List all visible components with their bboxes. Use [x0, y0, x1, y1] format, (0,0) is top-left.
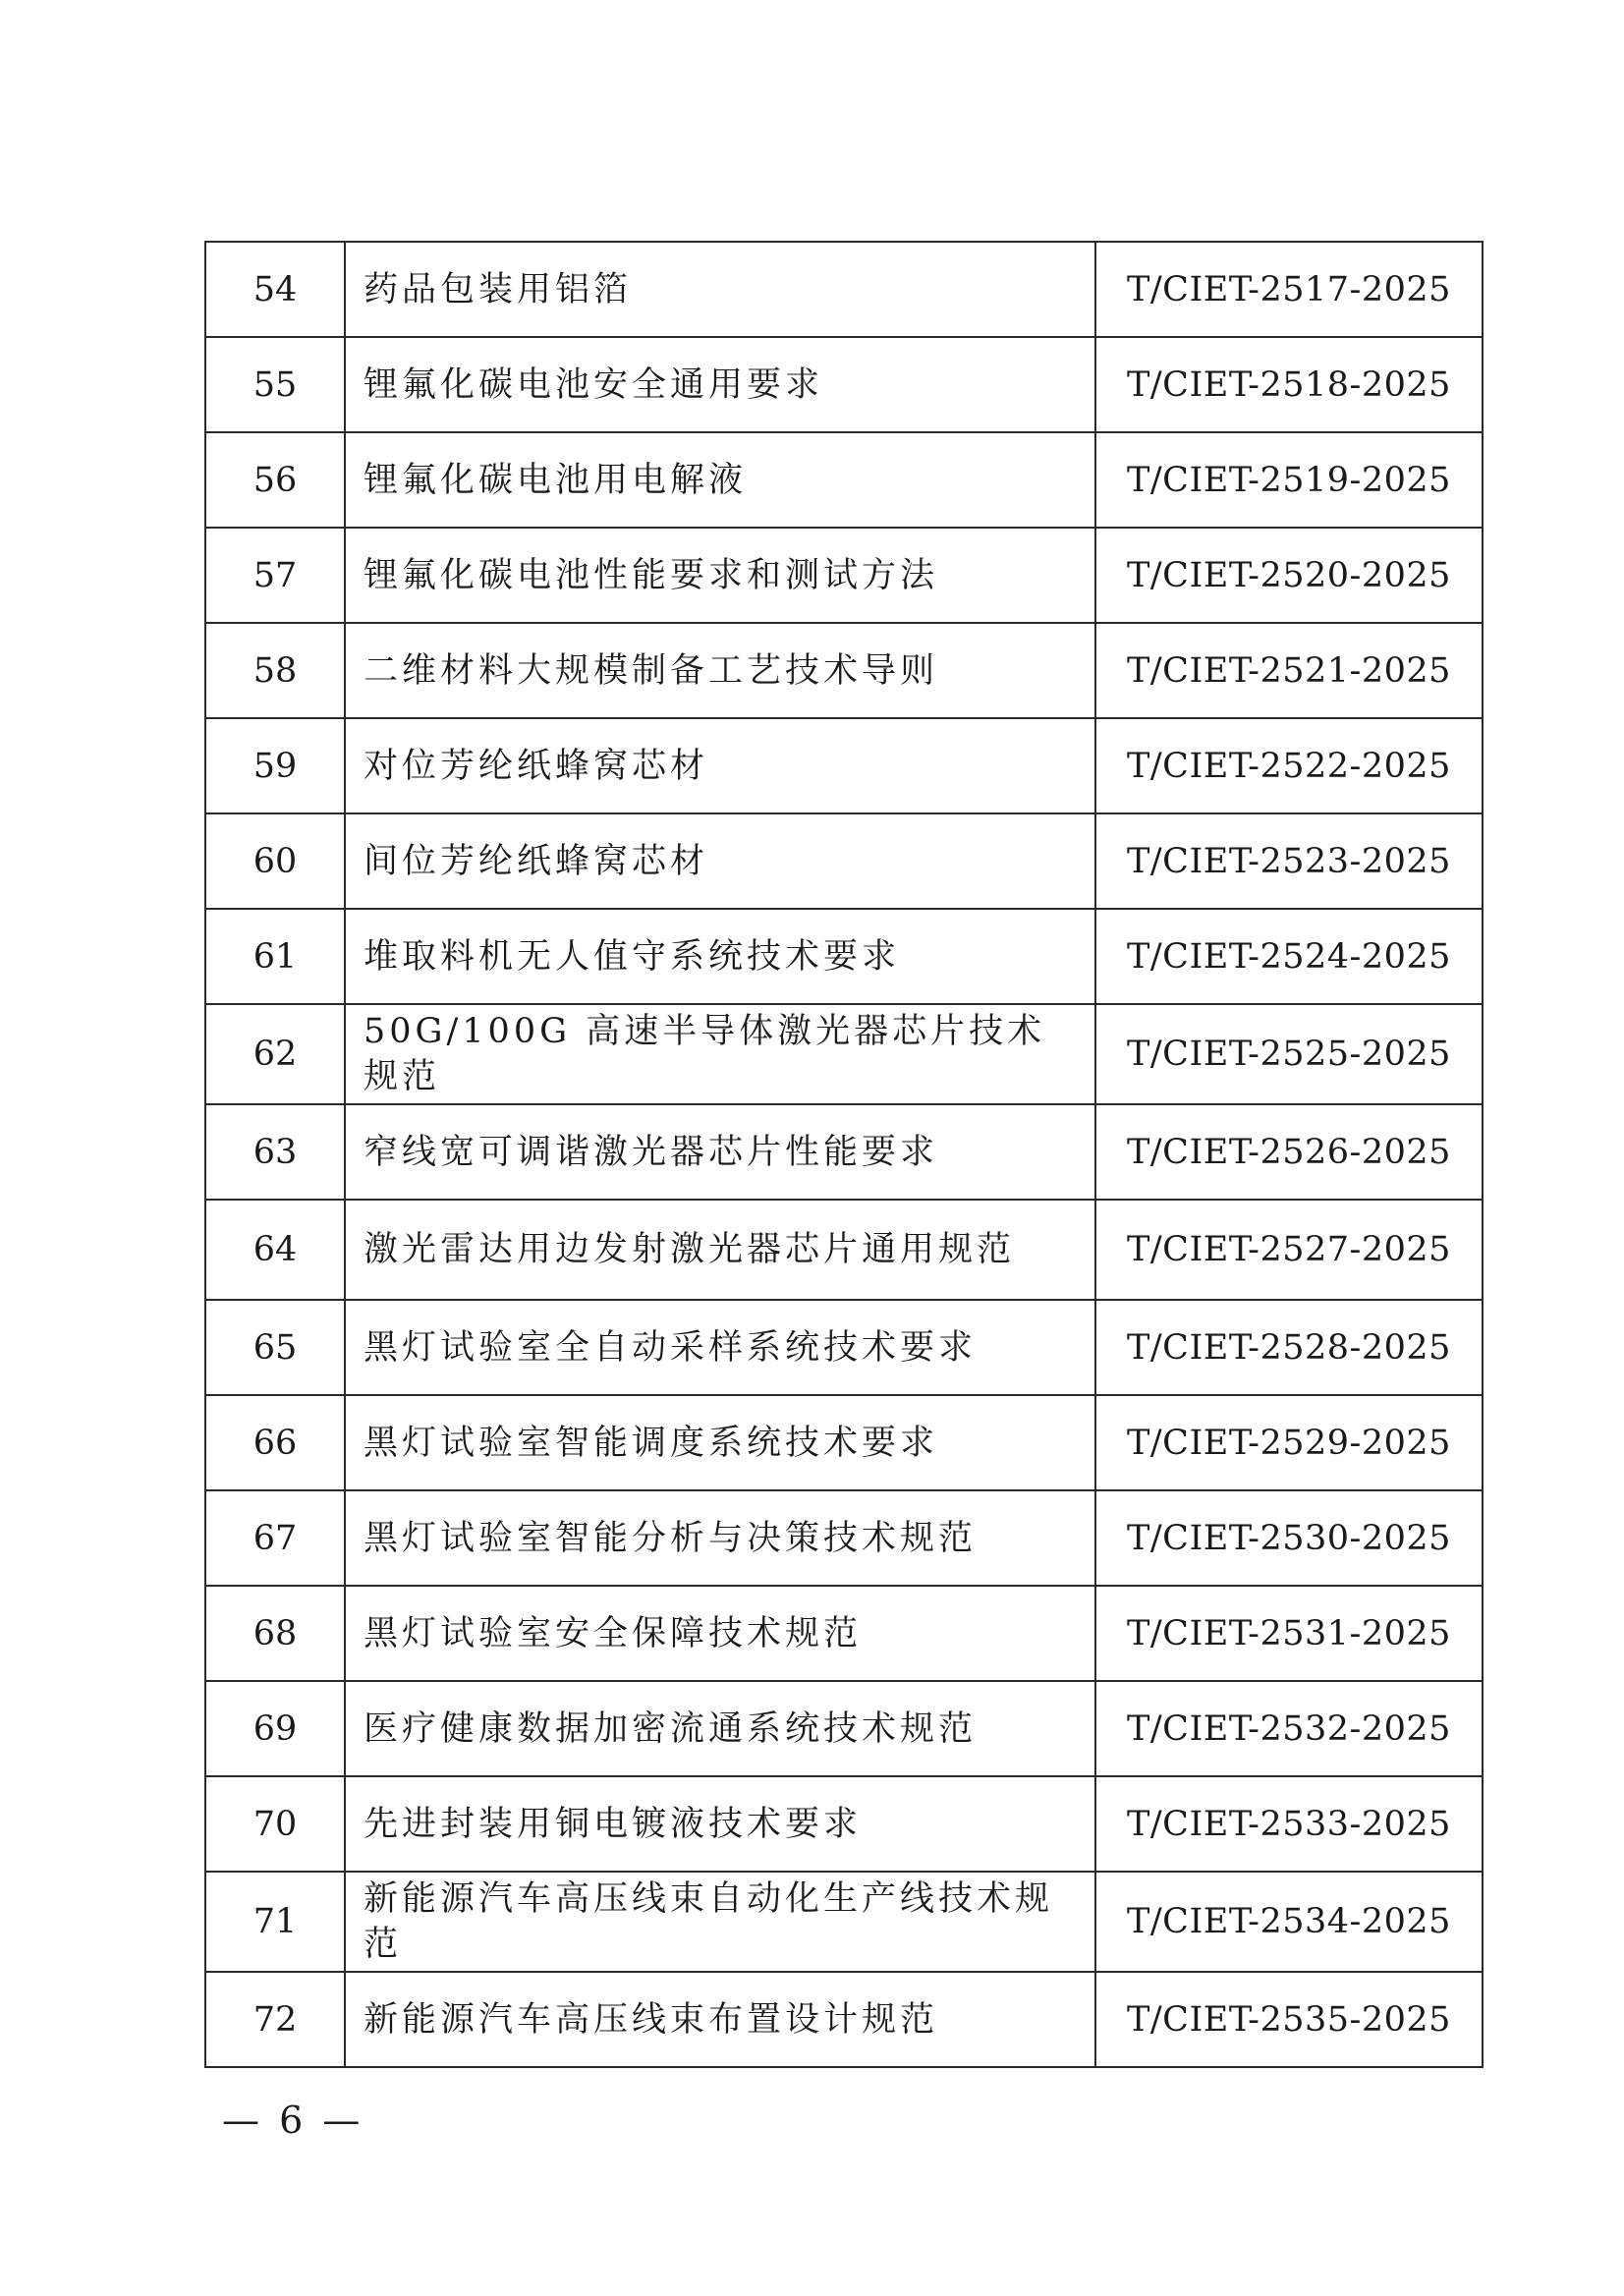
row-number-cell: 64 — [205, 1200, 345, 1300]
row-number-cell: 70 — [205, 1776, 345, 1872]
standard-code-cell: T/CIET-2528-2025 — [1095, 1300, 1483, 1395]
standard-code-cell: T/CIET-2521-2025 — [1095, 623, 1483, 718]
standard-code-cell: T/CIET-2517-2025 — [1095, 242, 1483, 337]
standard-title-cell: 二维材料大规模制备工艺技术导则 — [345, 623, 1095, 718]
table-row — [205, 1200, 1483, 1300]
table-row — [205, 623, 1483, 718]
row-number-cell: 62 — [205, 1004, 345, 1104]
standard-code-cell: T/CIET-2532-2025 — [1095, 1681, 1483, 1776]
row-number-cell: 69 — [205, 1681, 345, 1776]
table-row — [205, 1395, 1483, 1490]
row-number-cell: 67 — [205, 1490, 345, 1586]
standard-title-cell: 新能源汽车高压线束自动化生产线技术规范 — [345, 1872, 1095, 1972]
standard-code-cell: T/CIET-2524-2025 — [1095, 909, 1483, 1004]
row-number-cell: 66 — [205, 1395, 345, 1490]
table-row — [205, 1586, 1483, 1681]
standard-code-cell: T/CIET-2529-2025 — [1095, 1395, 1483, 1490]
standard-code-cell: T/CIET-2527-2025 — [1095, 1200, 1483, 1300]
standard-title-cell: 先进封装用铜电镀液技术要求 — [345, 1776, 1095, 1872]
row-number-cell: 68 — [205, 1586, 345, 1681]
row-number-cell: 56 — [205, 432, 345, 528]
row-number-cell: 65 — [205, 1300, 345, 1395]
standard-title-cell: 对位芳纶纸蜂窝芯材 — [345, 718, 1095, 813]
table-row — [205, 432, 1483, 528]
table-row — [205, 1300, 1483, 1395]
row-number-cell: 59 — [205, 718, 345, 813]
standard-title-cell: 药品包装用铝箔 — [345, 242, 1095, 337]
standard-code-cell: T/CIET-2534-2025 — [1095, 1872, 1483, 1972]
standard-title-cell: 锂氟化碳电池用电解液 — [345, 432, 1095, 528]
row-number-cell: 72 — [205, 1972, 345, 2067]
standard-title-cell: 黑灯试验室智能分析与决策技术规范 — [345, 1490, 1095, 1586]
row-number-cell: 63 — [205, 1104, 345, 1200]
standard-title-cell: 堆取料机无人值守系统技术要求 — [345, 909, 1095, 1004]
standard-title-cell: 医疗健康数据加密流通系统技术规范 — [345, 1681, 1095, 1776]
standard-title-cell: 黑灯试验室智能调度系统技术要求 — [345, 1395, 1095, 1490]
standard-code-cell: T/CIET-2525-2025 — [1095, 1004, 1483, 1104]
page-number: — 6 — — [222, 2099, 364, 2142]
table-row — [205, 1490, 1483, 1586]
standard-code-cell: T/CIET-2530-2025 — [1095, 1490, 1483, 1586]
standard-title-cell: 锂氟化碳电池安全通用要求 — [345, 337, 1095, 432]
table-row — [205, 1872, 1483, 1972]
row-number-cell: 60 — [205, 813, 345, 909]
table-row — [205, 242, 1483, 337]
standard-code-cell: T/CIET-2519-2025 — [1095, 432, 1483, 528]
table-row — [205, 337, 1483, 432]
row-number-cell: 57 — [205, 528, 345, 623]
table-row — [205, 1104, 1483, 1200]
table-row — [205, 909, 1483, 1004]
table-row — [205, 1776, 1483, 1872]
table-row — [205, 1972, 1483, 2067]
standard-title-cell: 锂氟化碳电池性能要求和测试方法 — [345, 528, 1095, 623]
table-row — [205, 528, 1483, 623]
standard-code-cell: T/CIET-2535-2025 — [1095, 1972, 1483, 2067]
standard-code-cell: T/CIET-2520-2025 — [1095, 528, 1483, 623]
standard-title-cell: 激光雷达用边发射激光器芯片通用规范 — [345, 1200, 1095, 1300]
standard-title-cell: 新能源汽车高压线束布置设计规范 — [345, 1972, 1095, 2067]
standard-code-cell: T/CIET-2531-2025 — [1095, 1586, 1483, 1681]
standard-code-cell: T/CIET-2526-2025 — [1095, 1104, 1483, 1200]
standard-code-cell: T/CIET-2522-2025 — [1095, 718, 1483, 813]
standard-title-cell: 黑灯试验室全自动采样系统技术要求 — [345, 1300, 1095, 1395]
standard-title-cell: 50G/100G 高速半导体激光器芯片技术规范 — [345, 1004, 1095, 1104]
table-row — [205, 1004, 1483, 1104]
table-row — [205, 718, 1483, 813]
standard-code-cell: T/CIET-2518-2025 — [1095, 337, 1483, 432]
row-number-cell: 61 — [205, 909, 345, 1004]
standard-title-cell: 间位芳纶纸蜂窝芯材 — [345, 813, 1095, 909]
standards-table-body — [205, 242, 1483, 2067]
row-number-cell: 54 — [205, 242, 345, 337]
table-row — [205, 813, 1483, 909]
row-number-cell: 58 — [205, 623, 345, 718]
standard-title-cell: 窄线宽可调谐激光器芯片性能要求 — [345, 1104, 1095, 1200]
table-row — [205, 1681, 1483, 1776]
standards-table — [204, 241, 1484, 2068]
row-number-cell: 71 — [205, 1872, 345, 1972]
standard-code-cell: T/CIET-2533-2025 — [1095, 1776, 1483, 1872]
standard-code-cell: T/CIET-2523-2025 — [1095, 813, 1483, 909]
row-number-cell: 55 — [205, 337, 345, 432]
standard-title-cell: 黑灯试验室安全保障技术规范 — [345, 1586, 1095, 1681]
